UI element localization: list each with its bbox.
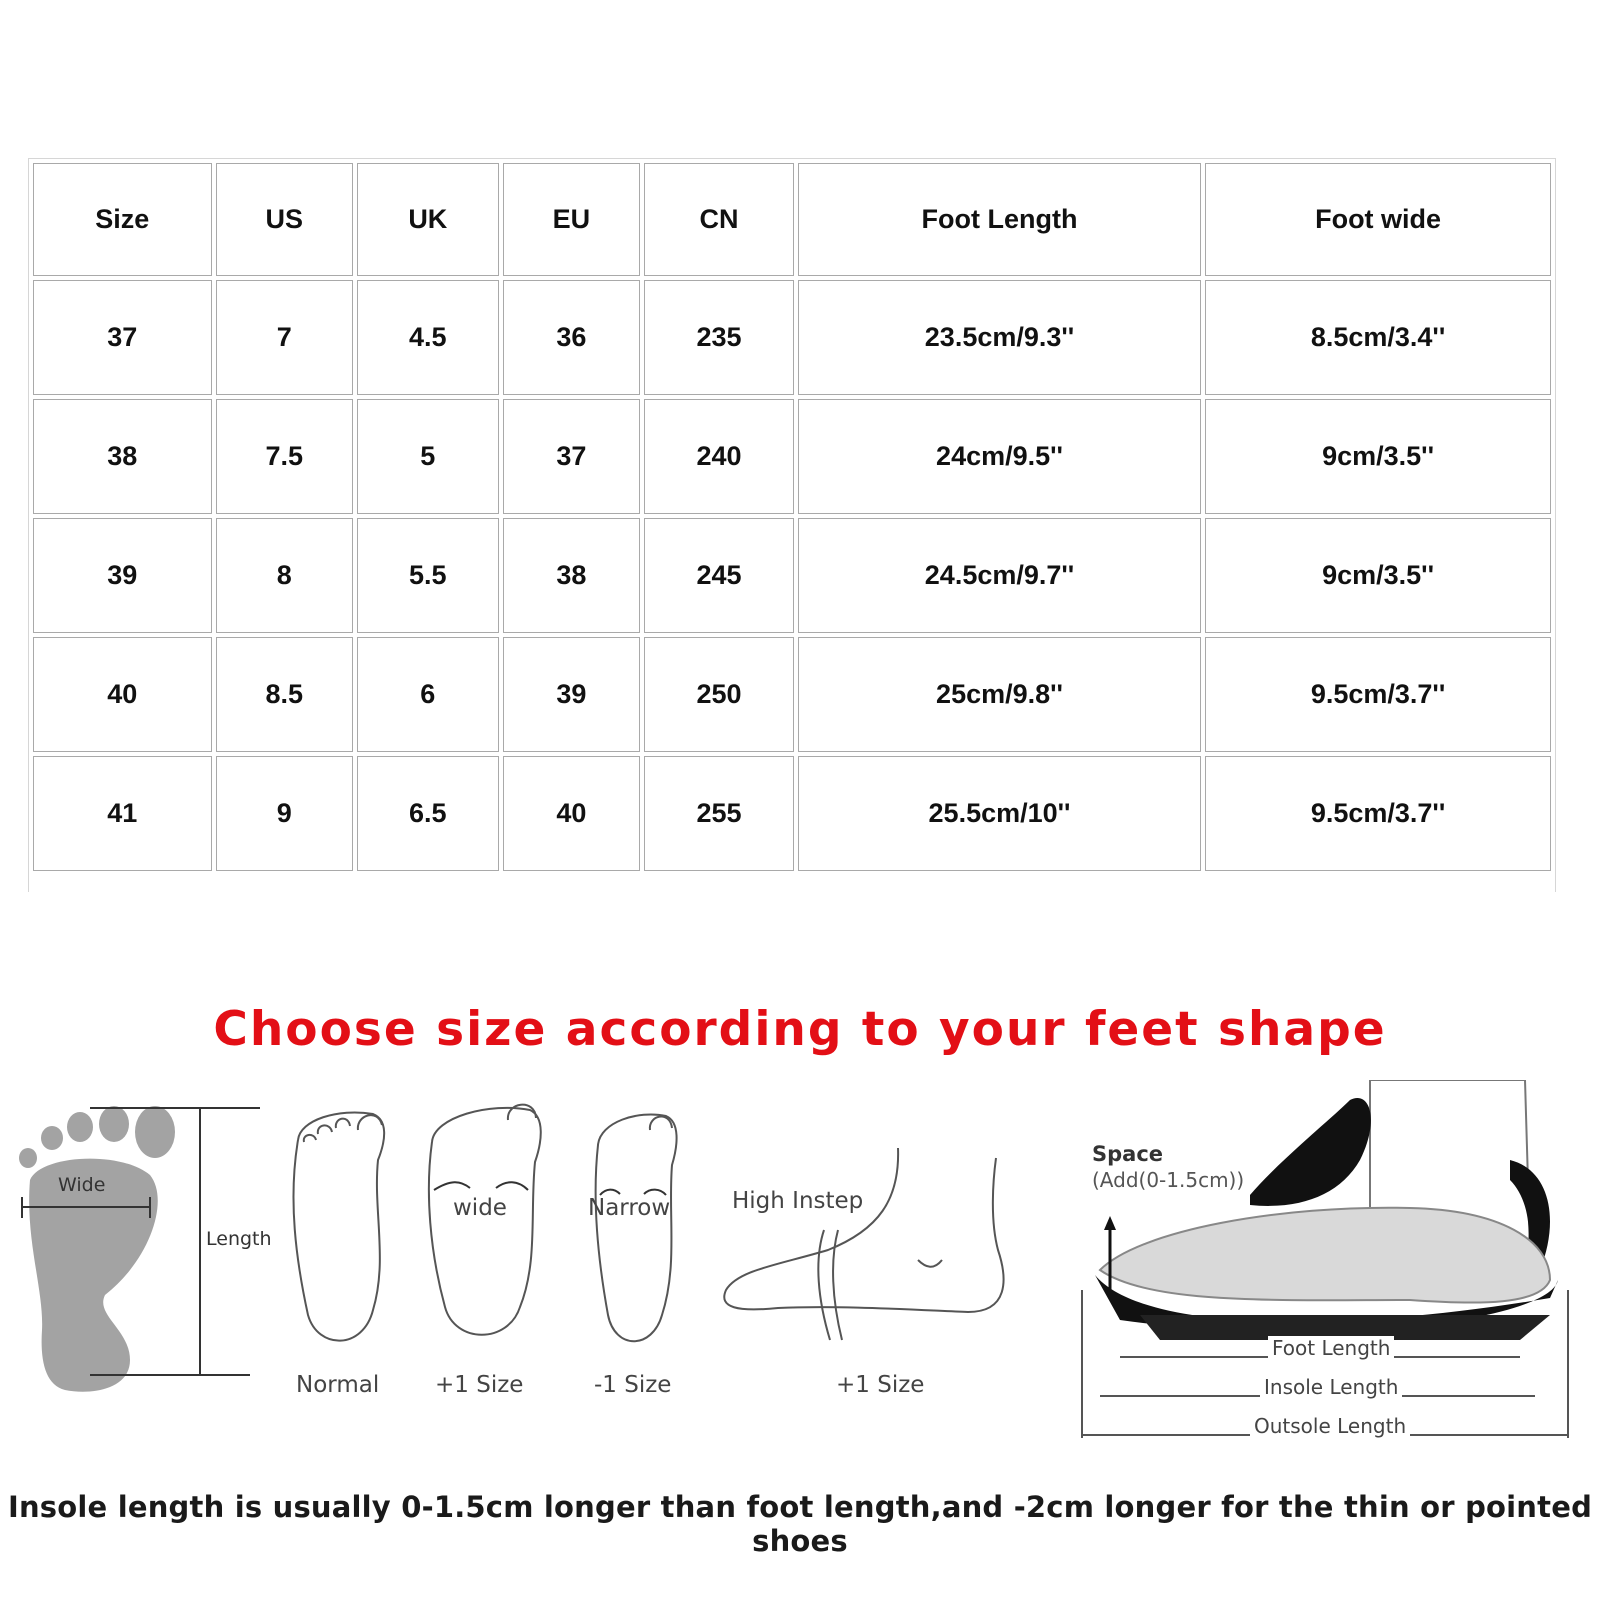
foot-length-label: Foot Length — [1268, 1336, 1394, 1360]
cell-cn: 245 — [644, 518, 794, 633]
header-uk: UK — [357, 163, 499, 276]
cell-uk: 6 — [357, 637, 499, 752]
cell-cn: 250 — [644, 637, 794, 752]
size-chart — [28, 158, 1556, 892]
cell-cn: 235 — [644, 280, 794, 395]
headline: Choose size according to your feet shape — [213, 1002, 1387, 1057]
narrow-foot-icon — [580, 1100, 690, 1360]
cell-foot-length: 24.5cm/9.7'' — [798, 518, 1201, 633]
table-header-row — [33, 163, 1551, 276]
header-eu: EU — [503, 163, 640, 276]
cell-cn: 240 — [644, 399, 794, 514]
footprint-icon — [10, 1090, 280, 1410]
cell-foot-wide: 9cm/3.5'' — [1205, 518, 1551, 633]
length-label: Length — [206, 1228, 272, 1250]
cell-us: 8.5 — [216, 637, 353, 752]
cell-us: 7.5 — [216, 399, 353, 514]
cell-size: 41 — [33, 756, 212, 871]
cell-us: 7 — [216, 280, 353, 395]
cell-uk: 6.5 — [357, 756, 499, 871]
high-instep-caption: +1 Size — [836, 1372, 925, 1398]
table-row — [33, 280, 1551, 395]
cell-eu: 38 — [503, 518, 640, 633]
cell-uk: 5 — [357, 399, 499, 514]
cell-eu: 36 — [503, 280, 640, 395]
table-row — [33, 518, 1551, 633]
cell-cn: 255 — [644, 756, 794, 871]
space-label: Space — [1092, 1142, 1164, 1166]
narrow-foot-note: Narrow — [588, 1195, 671, 1221]
header-cn: CN — [644, 163, 794, 276]
cell-uk: 5.5 — [357, 518, 499, 633]
wide-foot-icon — [420, 1092, 550, 1357]
cell-foot-wide: 9.5cm/3.7'' — [1205, 637, 1551, 752]
size-table — [29, 159, 1555, 875]
table-row — [33, 756, 1551, 871]
wide-label: Wide — [58, 1174, 106, 1196]
outsole-length-label: Outsole Length — [1250, 1414, 1410, 1438]
wide-caption: +1 Size — [435, 1372, 524, 1398]
wide-foot-note: wide — [453, 1195, 507, 1221]
normal-caption: Normal — [296, 1372, 380, 1398]
cell-eu: 37 — [503, 399, 640, 514]
cell-eu: 40 — [503, 756, 640, 871]
high-instep-note: High Instep — [732, 1188, 864, 1214]
cell-foot-length: 25.5cm/10'' — [798, 756, 1201, 871]
high-instep-foot-icon — [718, 1140, 1018, 1350]
narrow-caption: -1 Size — [594, 1372, 672, 1398]
cell-foot-wide: 9.5cm/3.7'' — [1205, 756, 1551, 871]
cell-size: 37 — [33, 280, 212, 395]
cell-foot-length: 23.5cm/9.3'' — [798, 280, 1201, 395]
table-row — [33, 399, 1551, 514]
foot-shape-illustrations — [0, 1090, 1600, 1450]
space-note: (Add(0-1.5cm)) — [1092, 1168, 1245, 1192]
cell-eu: 39 — [503, 637, 640, 752]
cell-foot-wide: 9cm/3.5'' — [1205, 399, 1551, 514]
header-size: Size — [33, 163, 212, 276]
header-foot-length: Foot Length — [798, 163, 1201, 276]
cell-foot-length: 24cm/9.5'' — [798, 399, 1201, 514]
table-row — [33, 637, 1551, 752]
sizing-footnote: Insole length is usually 0-1.5cm longer than foot length,and -2cm longer for the thin or pointed shoes — [7, 1490, 1593, 1558]
cell-uk: 4.5 — [357, 280, 499, 395]
cell-size: 39 — [33, 518, 212, 633]
cell-size: 38 — [33, 399, 212, 514]
cell-foot-wide: 8.5cm/3.4'' — [1205, 280, 1551, 395]
header-us: US — [216, 163, 353, 276]
cell-us: 9 — [216, 756, 353, 871]
header-foot-wide: Foot wide — [1205, 163, 1551, 276]
normal-foot-icon — [278, 1100, 398, 1360]
cell-size: 40 — [33, 637, 212, 752]
cell-foot-length: 25cm/9.8'' — [798, 637, 1201, 752]
cell-us: 8 — [216, 518, 353, 633]
insole-length-label: Insole Length — [1260, 1375, 1402, 1399]
